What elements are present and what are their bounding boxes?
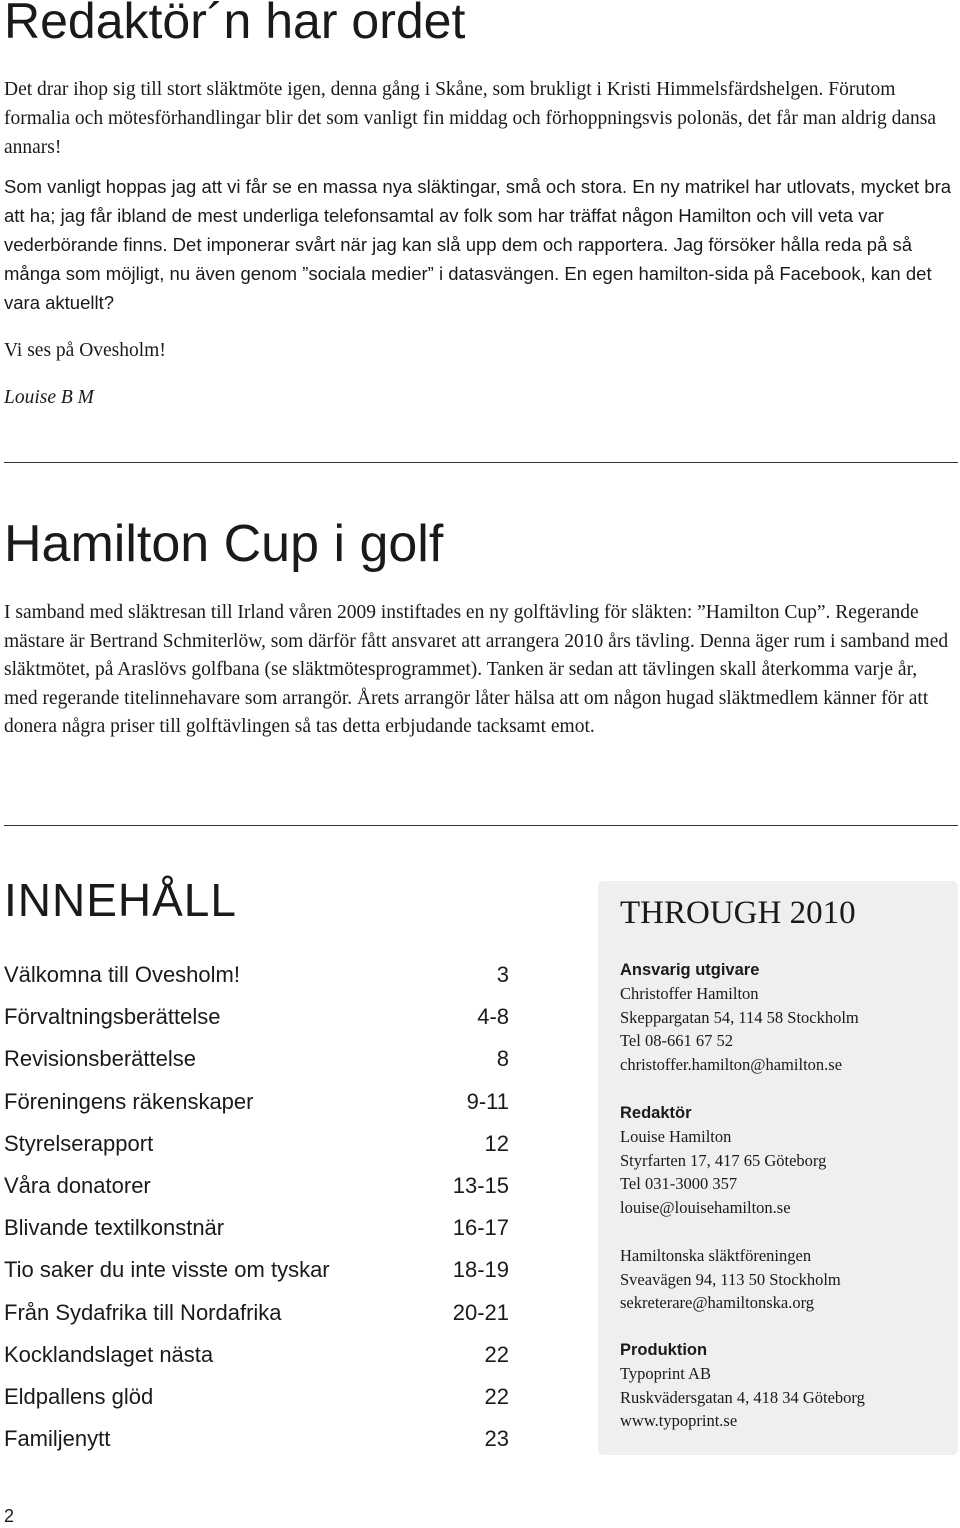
toc-item-page: 12 xyxy=(484,1130,509,1156)
toc-item-page: 22 xyxy=(484,1383,509,1409)
section-divider xyxy=(4,825,958,826)
toc-item-page: 23 xyxy=(484,1426,509,1452)
masthead-box xyxy=(598,881,958,1455)
section-divider xyxy=(4,462,958,463)
editorial-paragraph-2: Som vanligt hoppas jag att vi får se en massa nya släktingar, små och stora. En ny matrikel har utlovats, mycket bra att ha; jag får ibland de mest underliga telefonsamtal av folk som har träffat någon Hamilton och vill veta var vederbörande finns. Det imponerar svårt när jag kan slå upp dem och rapportera. Jag försöker hålla reda på så många som möjligt, nu även genom ”sociala medier” i datasvängen. En egen hamilton-sida på Facebook, kan det vara aktuellt? xyxy=(4,176,952,313)
toc-item-label: Styrelserapport xyxy=(4,1130,154,1156)
publisher-block xyxy=(620,958,950,1077)
table-of-contents xyxy=(4,954,509,1460)
toc-item-page: 3 xyxy=(496,962,509,987)
toc-item-label: Revisionsberättelse xyxy=(4,1046,196,1072)
society-email[interactable]: sekreterare@hamiltonska.org xyxy=(620,1293,815,1313)
toc-item-label: Kocklandslaget nästa xyxy=(4,1341,214,1367)
golf-title: Hamilton Cup i golf xyxy=(4,515,444,573)
toc-item[interactable] xyxy=(4,1123,509,1165)
toc-item-page: 9-11 xyxy=(466,1088,509,1114)
toc-item-page: 18-19 xyxy=(452,1257,509,1283)
toc-item-label: Eldpallens glöd xyxy=(4,1383,154,1409)
editor-heading: Redaktör xyxy=(620,1104,692,1122)
editorial-signature: Louise B M xyxy=(4,387,94,408)
editorial-closing: Vi ses på Ovesholm! xyxy=(4,340,166,361)
toc-item-page: 20-21 xyxy=(452,1299,509,1325)
toc-item-page: 4-8 xyxy=(477,1004,509,1030)
publisher-name: Christoffer Hamilton xyxy=(620,984,759,1003)
editor-name: Louise Hamilton xyxy=(620,1127,732,1146)
toc-item[interactable] xyxy=(4,1038,509,1080)
editor-email[interactable]: louise@louisehamilton.se xyxy=(620,1198,791,1218)
toc-item-label: Föreningens räkenskaper xyxy=(4,1088,254,1114)
production-name: Typoprint AB xyxy=(620,1364,711,1383)
production-block xyxy=(620,1338,950,1433)
toc-item-label: Familjenytt xyxy=(4,1426,111,1452)
production-heading: Produktion xyxy=(620,1341,708,1359)
toc-item-label: Från Sydafrika till Nordafrika xyxy=(4,1299,282,1325)
toc-item-page: 22 xyxy=(484,1341,509,1367)
golf-body: I samband med släktresan till Irland våren 2009 instiftades en ny golftävling för släkten: ”Hamilton Cup”. Regerande mästare är Bertrand Schmiterlöw, som därför fått ansvaret att arrangera 2010 års tävling. Denna äger rum i samband med släktmötet, på Araslövs golfbana (se släktmötesprogrammet). Tanken är sedan att tävlingen skall återkomma varje år, med regerande titelinnehavare som arrangör. Årets arrangör låter hälsa att om någon hugad släktmedlem känner för att donera några priser till golftävlingen så tas detta erbjudande tacksamt emot. xyxy=(4,602,949,737)
toc-item-label: Välkomna till Ovesholm! xyxy=(4,962,240,987)
toc-title: INNEHÅLL xyxy=(4,874,237,926)
toc-item[interactable] xyxy=(4,1207,509,1249)
toc-item-label: Blivande textilkonstnär xyxy=(4,1215,225,1241)
editorial-title: Redaktör´n har ordet xyxy=(4,0,466,49)
toc-item-page: 16-17 xyxy=(452,1215,509,1241)
society-name: Hamiltonska släktföreningen xyxy=(620,1246,812,1265)
editor-block xyxy=(620,1101,950,1220)
society-block xyxy=(620,1244,950,1315)
editor-address: Styrfarten 17, 417 65 Göteborg xyxy=(620,1150,827,1170)
toc-item[interactable] xyxy=(4,1292,509,1334)
toc-item[interactable] xyxy=(4,996,509,1038)
toc-item-label: Tio saker du inte visste om tyskar xyxy=(4,1257,330,1283)
production-address: Ruskvädersgatan 4, 418 34 Göteborg xyxy=(620,1387,865,1407)
toc-item[interactable] xyxy=(4,1249,509,1291)
toc-item-label: Våra donatorer xyxy=(4,1172,151,1198)
publisher-phone: Tel 08-661 67 52 xyxy=(620,1031,733,1051)
toc-item[interactable] xyxy=(4,1418,509,1460)
editorial-paragraph-1: Det drar ihop sig till stort släktmöte igen, denna gång i Skåne, som brukligt i Kristi Himmelsfärdshelgen. Förutom formalia och mötesförhandlingar blir det som vanligt fin middag och förhoppningsvis polonäs, det får man aldrig dansa annars! xyxy=(4,79,936,158)
toc-item[interactable] xyxy=(4,1165,509,1207)
page-number: 2 xyxy=(4,1506,15,1526)
publisher-email[interactable]: christoffer.hamilton@hamilton.se xyxy=(620,1055,843,1075)
masthead-title: THROUGH 2010 xyxy=(620,895,856,931)
toc-item-page: 13-15 xyxy=(452,1172,509,1198)
toc-item-label: Förvaltningsberättelse xyxy=(4,1004,221,1030)
toc-item[interactable] xyxy=(4,1376,509,1418)
publisher-heading: Ansvarig utgivare xyxy=(620,961,760,979)
editor-phone: Tel 031-3000 357 xyxy=(620,1174,738,1194)
toc-item[interactable] xyxy=(4,1334,509,1376)
society-address: Sveavägen 94, 113 50 Stockholm xyxy=(620,1269,841,1289)
toc-item-page: 8 xyxy=(496,1046,509,1072)
toc-item[interactable] xyxy=(4,954,509,996)
toc-item[interactable] xyxy=(4,1081,509,1123)
publisher-address: Skeppargatan 54, 114 58 Stockholm xyxy=(620,1007,859,1027)
production-website[interactable]: www.typoprint.se xyxy=(620,1411,738,1431)
